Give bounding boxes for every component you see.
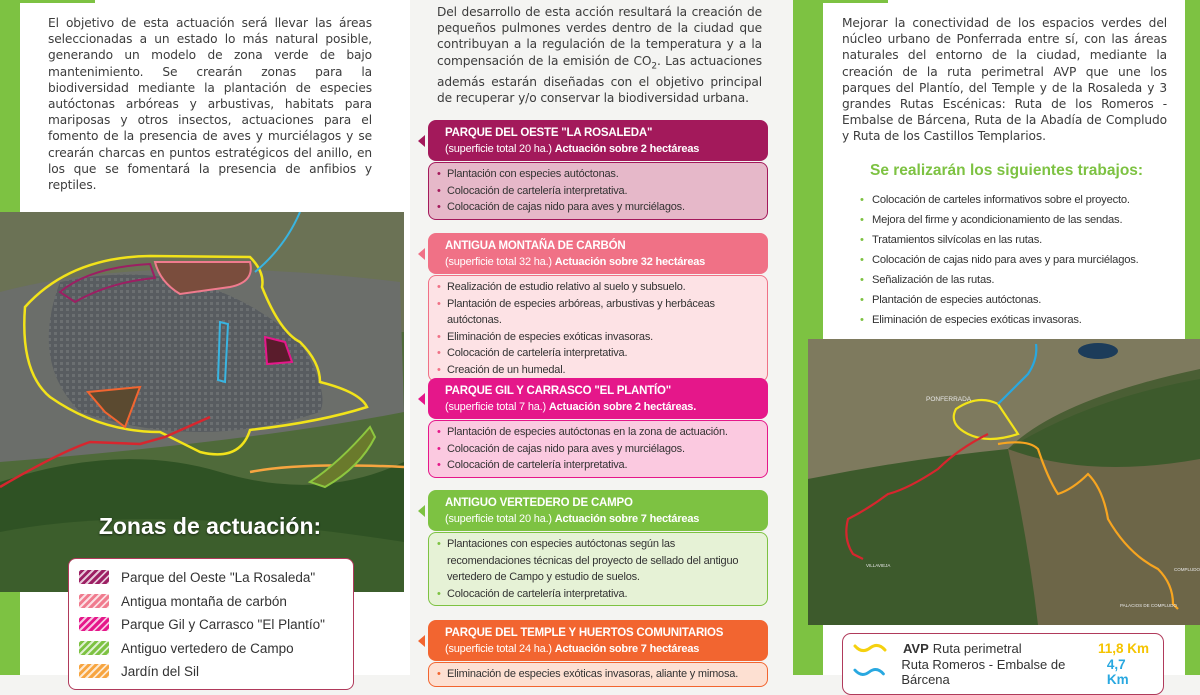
- card-action: Actuación sobre 7 hectáreas: [554, 513, 700, 525]
- legend-item: [79, 638, 294, 658]
- legend-label: Antiguo vertedero de Campo: [121, 640, 294, 656]
- action-card: [428, 490, 768, 606]
- work-item: • Mejora del firme y acondicionamiento de las sendas.: [860, 210, 1180, 230]
- work-item: • Plantación de especies autóctonas.: [860, 290, 1180, 310]
- routes-legend: [842, 633, 1164, 695]
- card-item: • Colocación de cartelería interpretativa.: [437, 183, 759, 200]
- right-green-tab: [823, 0, 888, 3]
- card-title: PARQUE DEL TEMPLE Y HUERTOS COMUNITARIOS: [445, 627, 724, 639]
- card-body: [428, 420, 768, 478]
- legend-item: [79, 567, 315, 587]
- card-subtitle: [445, 641, 758, 657]
- card-body: [428, 662, 768, 687]
- card-surface: (superficie total 24 ha.): [445, 643, 552, 655]
- wave-line-icon: [853, 642, 887, 654]
- card-body: [428, 275, 768, 382]
- route-item: [853, 638, 1149, 658]
- left-paragraph: El objetivo de esta actuación será llevar las áreas seleccionadas a un estado lo más natural posible, generando un modelo de zona verde de bajo mantenimiento. Se crearán zonas para la biodiversidad mediante la plantación de especies autóctonas arbóreas y arbustivas, habitats para mariposas y otros insectos, actuaciones para el fomento de la presencia de aves y murciélagos y se crearán charcas en puntos estratégicos del anillo, en los que se fomentará la presencia de anfibios y reptiles.: [48, 16, 372, 193]
- legend-item: [79, 614, 325, 634]
- hatch-swatch-icon: [79, 664, 109, 678]
- pointer-arrow-icon: [418, 505, 425, 517]
- card-surface: (superficie total 20 ha.): [445, 143, 552, 155]
- legend-label: Antigua montaña de carbón: [121, 593, 287, 609]
- card-action: Actuación sobre 7 hectáreas: [554, 643, 700, 655]
- zones-legend: [68, 558, 354, 690]
- zones-title: Zonas de actuación:: [98, 513, 322, 539]
- map-label: PALACIOS DE COMPLUDO: [1120, 603, 1177, 608]
- card-header: [428, 490, 768, 531]
- paragraph-text: . Las actuaciones además estarán diseñadas con el objetivo principal de recuperar y/o conservar la biodiversidad urbana.: [437, 53, 762, 106]
- card-item: • Colocación de cartelería interpretativa.: [437, 457, 759, 474]
- card-surface: (superficie total 7 ha.): [445, 401, 546, 413]
- work-item: • Colocación de carteles informativos sobre el proyecto.: [860, 190, 1180, 210]
- hatch-swatch-icon: [79, 594, 109, 608]
- action-card: [428, 120, 768, 220]
- pointer-arrow-icon: [418, 248, 425, 260]
- card-subtitle: [445, 254, 758, 270]
- card-body: [428, 162, 768, 220]
- route-code: AVP: [903, 640, 929, 656]
- legend-label: Jardín del Sil: [121, 663, 200, 679]
- card-surface: (superficie total 20 ha.): [445, 513, 552, 525]
- card-item: • Colocación de cartelería interpretativa.: [437, 586, 759, 603]
- hatch-swatch-icon: [79, 570, 109, 584]
- work-item: • Señalización de las rutas.: [860, 270, 1180, 290]
- legend-label: Parque Gil y Carrasco "El Plantío": [121, 616, 325, 632]
- action-card: [428, 233, 768, 382]
- route-length: 4,7 Km: [1106, 657, 1129, 687]
- wave-line-icon: [853, 666, 885, 678]
- legend-label: Parque del Oeste "La Rosaleda": [121, 569, 316, 585]
- card-item: • Plantación de especies arbóreas, arbustivas y herbáceas autóctonas.: [437, 296, 759, 329]
- works-title: Se realizarán los siguientes trabajos:: [870, 162, 1144, 179]
- route-length: 11,8 Km: [1097, 640, 1149, 656]
- route-name: Ruta perimetral: [932, 640, 1022, 656]
- paragraph-text: Del desarrollo de esta acción resultará la creación de pequeños pulmones verdes dentro de la ciudad que contribuyan a la regulación de la temperatura y a la compensación de la emisión de CO: [437, 5, 762, 68]
- legend-item: [79, 591, 287, 611]
- pointer-arrow-icon: [418, 393, 425, 405]
- subscript: 2: [651, 61, 657, 72]
- route-name: Ruta Romeros - Embalse de Bárcena: [901, 657, 1066, 687]
- work-item: • Eliminación de especies exóticas invasoras.: [860, 310, 1180, 330]
- card-subtitle: [445, 511, 758, 527]
- card-surface: (superficie total 32 ha.): [445, 256, 552, 268]
- card-item: • Colocación de cajas nido para aves y murciélagos.: [437, 441, 759, 458]
- card-action: Actuación sobre 2 hectáreas: [554, 143, 700, 155]
- card-subtitle: [445, 399, 758, 415]
- card-header: [428, 378, 768, 419]
- pointer-arrow-icon: [418, 135, 425, 147]
- action-card: [428, 378, 768, 478]
- card-item: • Colocación de cartelería interpretativa.: [437, 345, 759, 362]
- hatch-swatch-icon: [79, 641, 109, 655]
- pointer-arrow-icon: [418, 635, 425, 647]
- card-title: PARQUE GIL Y CARRASCO "EL PLANTÍO": [445, 385, 672, 397]
- card-title: ANTIGUA MONTAÑA DE CARBÓN: [445, 240, 626, 252]
- map-label: VILLAVIEJA: [866, 563, 891, 568]
- card-header: [428, 620, 768, 661]
- card-action: Actuación sobre 2 hectáreas.: [548, 401, 697, 413]
- left-green-tab: [0, 0, 95, 3]
- route-item: [853, 657, 1149, 687]
- card-title: PARQUE DEL OESTE "LA ROSALEDA": [445, 127, 653, 139]
- action-card: [428, 620, 768, 687]
- card-item: • Eliminación de especies exóticas invasoras, aliante y mimosa.: [437, 666, 759, 683]
- routes-satellite-map: [808, 339, 1200, 625]
- right-paragraph: Mejorar la conectividad de los espacios verdes del núcleo urbano de Ponferrada entre sí, con las áreas naturales del entorno de la ciudad, mediante la creación de la ruta perimetral AVP que une los parques del Plantío, del Temple y de la Rosaleda y 3 grandes Rutas Escénicas: Ruta de los Romeros - Embalse de Bárcena, Ruta de la Abadía de Compludo y Ruta de los Castillos Templarios.: [842, 16, 1167, 144]
- card-item: • Creación de un humedal.: [437, 362, 759, 379]
- card-body: [428, 532, 768, 606]
- map-label-city: PONFERRADA: [926, 396, 972, 403]
- card-item: • Plantaciones con especies autóctonas según las recomendaciones técnicas del proyecto de sellado del antiguo vertedero de Campo y estudio de suelos.: [437, 536, 759, 586]
- card-item: • Colocación de cajas nido para aves y murciélagos.: [437, 199, 759, 216]
- card-action: Actuación sobre 32 hectáreas: [554, 256, 706, 268]
- card-title: ANTIGUO VERTEDERO DE CAMPO: [445, 497, 633, 509]
- work-item: • Tratamientos silvícolas en las rutas.: [860, 230, 1180, 250]
- card-header: [428, 233, 768, 274]
- legend-item: [79, 661, 199, 681]
- hatch-swatch-icon: [79, 617, 109, 631]
- work-item: • Colocación de cajas nido para aves y para murciélagos.: [860, 250, 1180, 270]
- works-list: [860, 190, 1180, 330]
- card-header: [428, 120, 768, 161]
- middle-paragraph: [437, 4, 762, 107]
- card-item: • Eliminación de especies exóticas invasoras.: [437, 329, 759, 346]
- card-subtitle: [445, 141, 758, 157]
- card-item: • Plantación con especies autóctonas.: [437, 166, 759, 183]
- card-item: • Realización de estudio relativo al suelo y subsuelo.: [437, 279, 759, 296]
- map-label: COMPLUDO: [1174, 567, 1200, 572]
- card-item: • Plantación de especies autóctonas en la zona de actuación.: [437, 424, 759, 441]
